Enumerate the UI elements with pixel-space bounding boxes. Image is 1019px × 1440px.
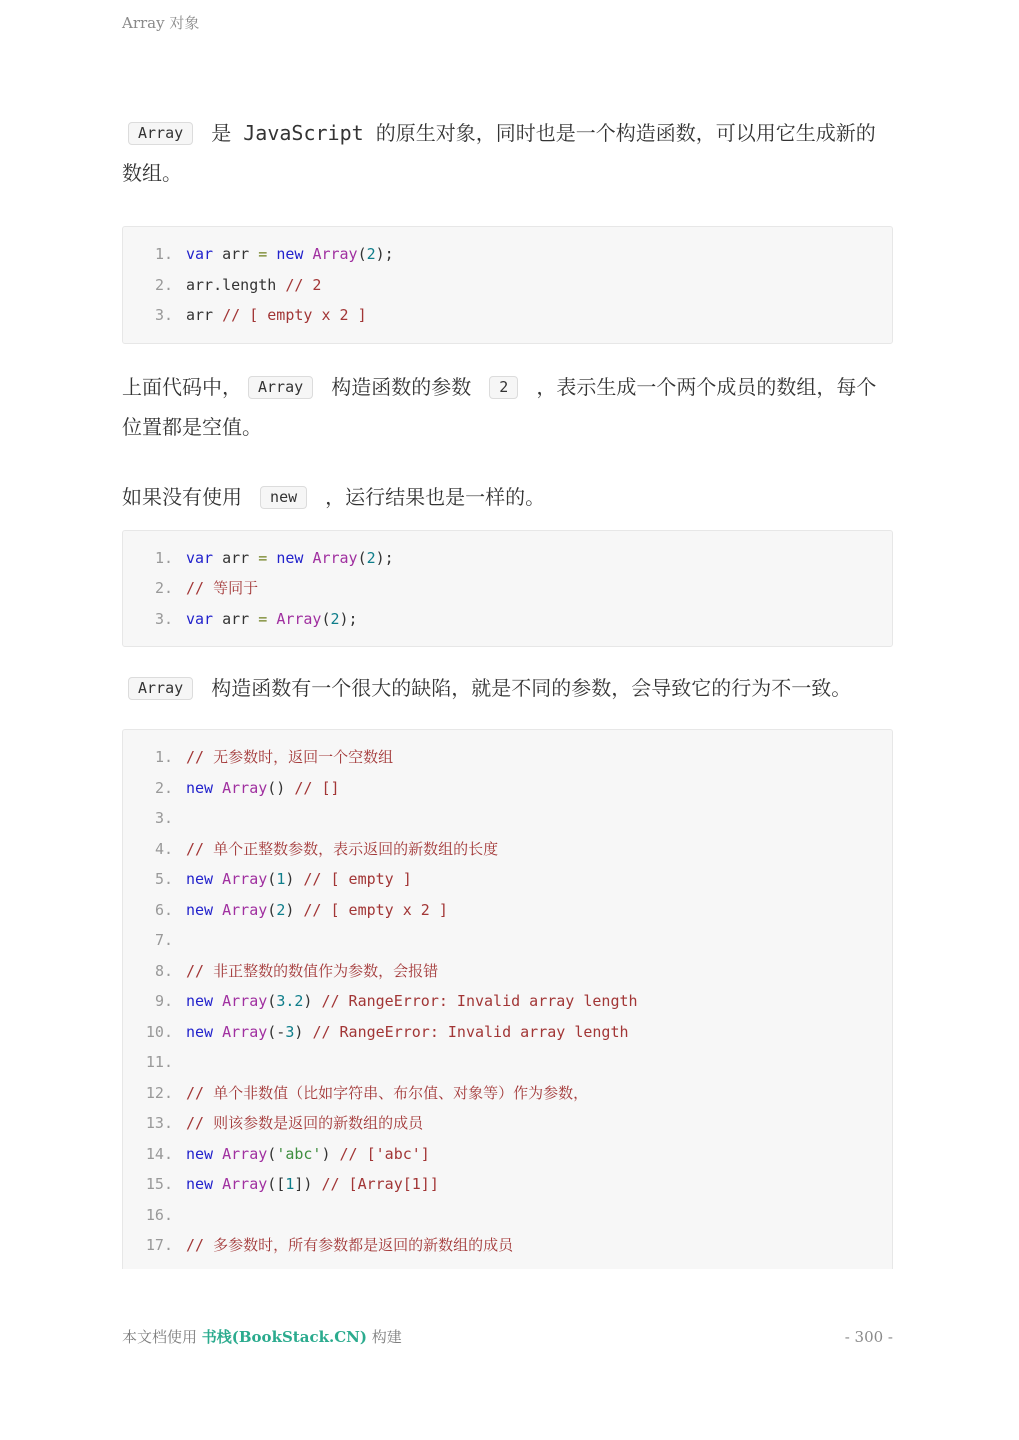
paragraph: Array 构造函数有一个很大的缺陷，就是不同的参数，会导致它的行为不一致。 [122, 668, 893, 708]
code-text [186, 925, 892, 956]
code-text: arr.length // 2 [186, 275, 322, 294]
line-number: 8. [154, 961, 173, 980]
code-text: new Array([1]) // [Array[1]] [186, 1175, 439, 1193]
code-text: // 无参数时，返回一个空数组 [186, 748, 394, 766]
code-block [122, 530, 893, 648]
code-line [123, 1200, 892, 1231]
line-number: 1. [154, 245, 173, 263]
inline-code-badge: Array [248, 376, 313, 399]
code-text: arr // [ empty x 2 ] [186, 306, 367, 324]
page-header-title: Array 对象 [122, 14, 200, 32]
line-number: 16. [145, 1205, 173, 1224]
code-line [123, 300, 892, 331]
line-number: 17. [145, 1236, 173, 1254]
code-text: var arr = Array(2); [186, 609, 358, 628]
code-text [186, 803, 892, 834]
paragraph: 如果没有使用 new ，运行结果也是一样的。 [122, 484, 546, 509]
line-number: 1. [154, 748, 173, 766]
code-line [123, 1169, 892, 1200]
code-line [123, 742, 892, 773]
page-footer [122, 1326, 893, 1347]
code-line [123, 573, 892, 604]
inline-code-badge: Array [128, 122, 193, 145]
line-number: 2. [154, 778, 173, 797]
code-text: // 多参数时，所有参数都是返回的新数组的成员 [186, 1236, 514, 1254]
paragraph: Array 是 JavaScript 的原生对象，同时也是一个构造函数，可以用它生成新的数组。 [122, 121, 876, 185]
code-line [123, 1017, 892, 1048]
code-text: var arr = new Array(2); [186, 245, 394, 263]
code-text: // 非正整数的数值作为参数，会报错 [186, 961, 439, 980]
line-number: 5. [154, 870, 173, 888]
code-text: new Array(2) // [ empty x 2 ] [186, 900, 448, 919]
line-number: 1. [154, 548, 173, 567]
inline-code-badge: Array [128, 677, 193, 700]
line-number: 3. [154, 809, 173, 827]
page-number: - 300 - [844, 1328, 893, 1346]
line-number: 10. [145, 1022, 173, 1041]
bookstack-link[interactable]: 书栈(BookStack.CN) [201, 1328, 367, 1346]
line-number: 7. [154, 931, 173, 949]
inline-code-badge: 2 [489, 376, 518, 399]
code-text: // 等同于 [186, 579, 259, 597]
code-line [123, 1230, 892, 1261]
code-line [123, 803, 892, 834]
code-text: new Array('abc') // ['abc'] [186, 1144, 430, 1163]
code-line [123, 604, 892, 635]
code-block [122, 226, 893, 344]
code-line [123, 543, 892, 574]
code-text: new Array(3.2) // RangeError: Invalid array length [186, 992, 638, 1010]
code-text: // 则该参数是返回的新数组的成员 [186, 1114, 424, 1132]
line-number: 15. [145, 1175, 173, 1193]
line-number: 3. [154, 609, 173, 628]
footer-prefix: 本文档使用 [122, 1328, 202, 1346]
code-line [123, 834, 892, 865]
line-number: 3. [154, 306, 173, 324]
footer-build-note [122, 1326, 402, 1347]
code-line [123, 986, 892, 1017]
code-block [122, 729, 893, 1269]
code-text: new Array(-3) // RangeError: Invalid array length [186, 1022, 629, 1041]
line-number: 13. [145, 1114, 173, 1132]
code-line [123, 1078, 892, 1109]
line-number: 4. [154, 839, 173, 858]
code-line [123, 1047, 892, 1078]
code-line [123, 773, 892, 804]
footer-suffix: 构建 [366, 1328, 402, 1346]
document-body [122, 0, 893, 1269]
code-text [186, 1200, 892, 1231]
code-text: new Array(1) // [ empty ] [186, 870, 412, 888]
code-text: // 单个非数值（比如字符串、布尔值、对象等）作为参数， [186, 1083, 589, 1102]
line-number: 12. [145, 1083, 173, 1102]
code-line [123, 239, 892, 270]
inline-code-badge: new [260, 486, 307, 509]
code-line [123, 956, 892, 987]
code-line [123, 1139, 892, 1170]
code-line [123, 1108, 892, 1139]
line-number: 9. [154, 992, 173, 1010]
code-line [123, 270, 892, 301]
code-line [123, 864, 892, 895]
code-text: // 单个正整数参数，表示返回的新数组的长度 [186, 839, 499, 858]
code-text [186, 1047, 892, 1078]
code-line [123, 895, 892, 926]
line-number: 14. [145, 1144, 173, 1163]
paragraph: 上面代码中， Array 构造函数的参数 2 ，表示生成一个两个成员的数组，每个位置都是空值。 [122, 374, 877, 439]
code-text: new Array() // [] [186, 778, 340, 797]
line-number: 6. [154, 900, 173, 919]
line-number: 2. [154, 579, 173, 597]
line-number: 11. [145, 1053, 173, 1071]
code-text: var arr = new Array(2); [186, 548, 394, 567]
code-line [123, 925, 892, 956]
line-number: 2. [154, 275, 173, 294]
